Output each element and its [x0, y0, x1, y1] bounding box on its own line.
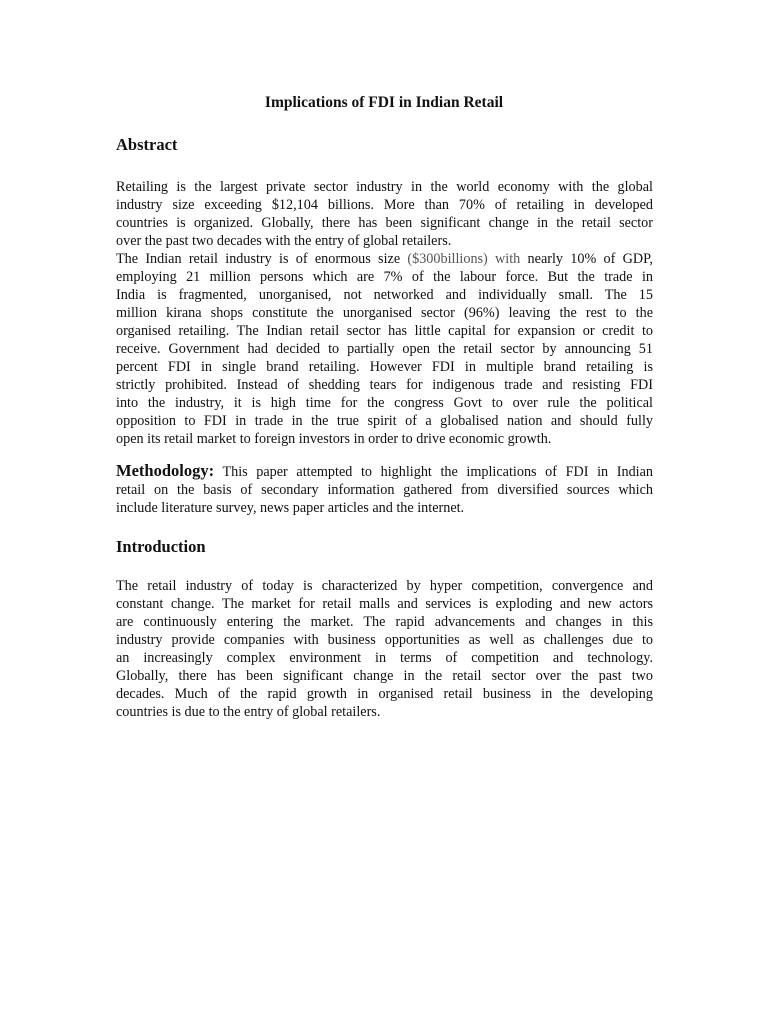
- text-segment: The Indian retail industry is of enormous size: [116, 251, 408, 267]
- text-line: organised retailing. The Indian retail sector has little capital for expansion or credit to: [116, 323, 653, 339]
- highlighted-figure: ($300billions) with: [407, 251, 521, 267]
- document-title: Implications of FDI in Indian Retail: [264, 94, 504, 111]
- text-segment: nearly 10% of GDP,: [520, 251, 653, 267]
- text-line: Globally, there has been significant change in the retail sector over the past two: [116, 668, 653, 684]
- text-line: The retail industry of today is characterized by hyper competition, convergence and: [116, 578, 653, 594]
- text-line: include literature survey, news paper articles and the internet.: [116, 500, 465, 516]
- text-line: percent FDI in single brand retailing. However FDI in multiple brand retailing is: [116, 359, 653, 375]
- text-line: are continuously entering the market. The rapid advancements and changes in this: [116, 614, 653, 630]
- text-segment: This paper attempted to highlight the implications of FDI in Indian: [214, 464, 653, 480]
- text-line: retail on the basis of secondary information gathered from diversified sources which: [116, 482, 653, 498]
- text-line: strictly prohibited. Instead of shedding tears for indigenous trade and resisting FDI: [116, 377, 653, 393]
- text-line: into the industry, it is high time for the congress Govt to over rule the political: [116, 395, 653, 411]
- text-line: Retailing is the largest private sector industry in the world economy with the global: [116, 179, 653, 195]
- abstract-paragraph-1: [116, 178, 653, 250]
- abstract-paragraph-2: [116, 250, 653, 448]
- introduction-heading: Introduction: [116, 537, 206, 556]
- introduction-paragraph: [116, 577, 653, 721]
- text-line: million kirana shops constitute the unorganised sector (96%) leaving the rest to the: [116, 305, 653, 321]
- text-line: [116, 250, 653, 268]
- text-line: opposition to FDI in trade in the true spirit of a globalised nation and should fully: [116, 413, 653, 429]
- methodology-heading: Methodology:: [116, 461, 215, 480]
- text-line: over the past two decades with the entry of global retailers.: [116, 233, 452, 249]
- text-line: employing 21 million persons which are 7% of the labour force. But the trade in: [116, 269, 653, 285]
- methodology-paragraph: [116, 462, 653, 517]
- text-line: [116, 462, 653, 481]
- text-line: countries is organized. Globally, there has been significant change in the retail sector: [116, 215, 653, 231]
- text-line: open its retail market to foreign investors in order to drive economic growth.: [116, 431, 552, 447]
- text-line: receive. Government had decided to partially open the retail sector by announcing 51: [116, 341, 653, 357]
- text-line: decades. Much of the rapid growth in organised retail business in the developing: [116, 686, 653, 702]
- text-line: countries is due to the entry of global retailers.: [116, 704, 381, 720]
- text-line: industry provide companies with business opportunities as well as challenges due to: [116, 632, 653, 648]
- text-line: constant change. The market for retail malls and services is exploding and new actors: [116, 596, 653, 612]
- abstract-heading: Abstract: [116, 135, 178, 154]
- text-line: an increasingly complex environment in terms of competition and technology.: [116, 650, 653, 666]
- text-line: India is fragmented, unorganised, not networked and individually small. The 15: [116, 287, 653, 303]
- text-line: industry size exceeding $12,104 billions. More than 70% of retailing in developed: [116, 197, 653, 213]
